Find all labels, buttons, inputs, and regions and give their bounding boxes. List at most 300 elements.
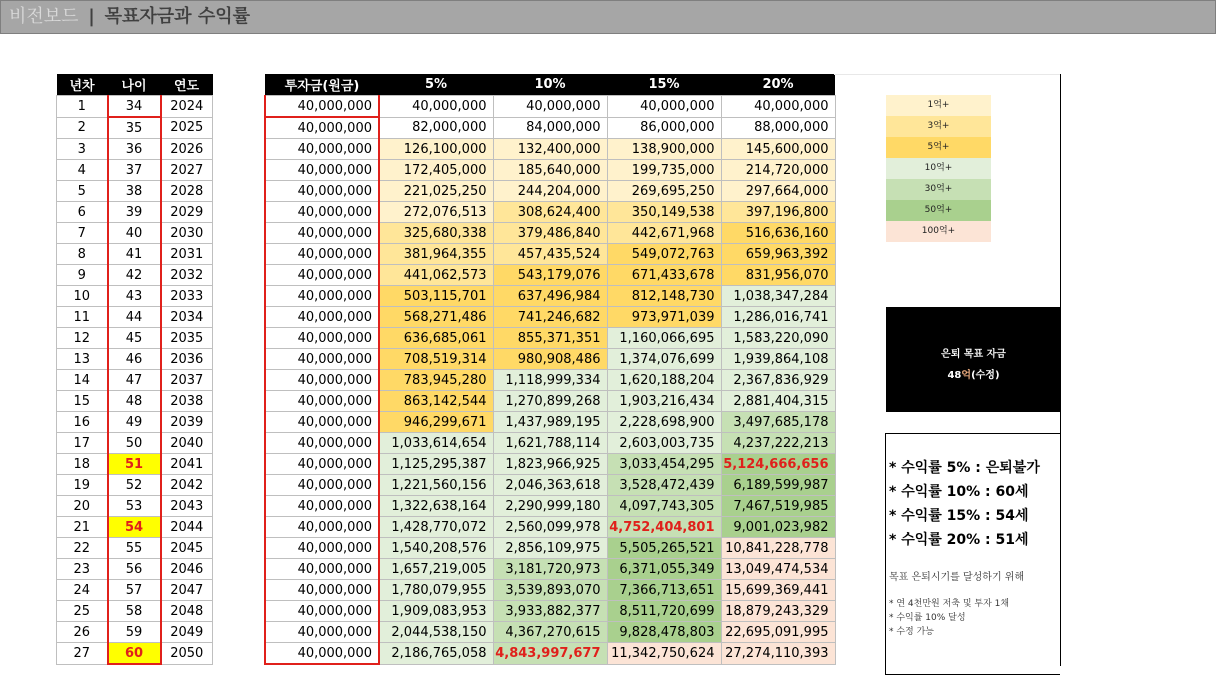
age-table xyxy=(56,74,213,665)
table-row xyxy=(265,412,835,433)
cell-value-r10[interactable]: 1,118,999,334 xyxy=(493,370,607,391)
cell-value-r5[interactable]: 636,685,061 xyxy=(379,328,493,349)
cell-value-r10[interactable]: 855,371,351 xyxy=(493,328,607,349)
title-separator: | xyxy=(88,6,95,27)
cell-age[interactable]: 46 xyxy=(108,349,161,370)
cell-year[interactable]: 2024 xyxy=(161,96,213,118)
cell-year-count[interactable]: 25 xyxy=(57,601,108,622)
table-row xyxy=(57,96,213,118)
cell-age[interactable]: 55 xyxy=(108,538,161,559)
cell-principal[interactable]: 40,000,000 xyxy=(265,370,379,391)
sheet-border-top xyxy=(834,74,1061,75)
cell-value-r5[interactable]: 568,271,486 xyxy=(379,307,493,328)
cell-age[interactable]: 52 xyxy=(108,475,161,496)
cell-value-r10[interactable]: 980,908,486 xyxy=(493,349,607,370)
cell-value-r10[interactable]: 2,290,999,180 xyxy=(493,496,607,517)
title-main: 목표자금과 수익률 xyxy=(104,6,250,27)
cell-year[interactable]: 2039 xyxy=(161,412,213,433)
cell-principal[interactable]: 40,000,000 xyxy=(265,328,379,349)
table-row xyxy=(265,538,835,559)
legend-item: 50억+ xyxy=(886,200,991,221)
table-row xyxy=(265,96,835,118)
cell-principal[interactable]: 40,000,000 xyxy=(265,349,379,370)
cell-value-r20[interactable]: 2,881,404,315 xyxy=(721,391,835,412)
table-row xyxy=(265,181,835,202)
cell-value-r20[interactable]: 1,583,220,090 xyxy=(721,328,835,349)
header-rate-20[interactable]: 20% xyxy=(721,74,835,96)
cell-value-r5[interactable]: 2,044,538,150 xyxy=(379,622,493,643)
cell-value-r10[interactable]: 1,270,899,268 xyxy=(493,391,607,412)
cell-age[interactable]: 49 xyxy=(108,412,161,433)
cell-principal[interactable]: 40,000,000 xyxy=(265,96,379,118)
cell-value-r5[interactable]: 708,519,314 xyxy=(379,349,493,370)
table-row xyxy=(57,139,213,160)
header-age[interactable]: 나이 xyxy=(108,74,161,96)
cell-value-r15[interactable]: 2,228,698,900 xyxy=(607,412,721,433)
cell-age[interactable]: 37 xyxy=(108,160,161,181)
cell-age[interactable]: 35 xyxy=(108,117,161,139)
cell-age[interactable]: 36 xyxy=(108,139,161,160)
table-row xyxy=(57,475,213,496)
retirement-goal-box[interactable] xyxy=(886,307,1061,412)
cell-value-r5[interactable]: 1,540,208,576 xyxy=(379,538,493,559)
cell-year-count[interactable]: 3 xyxy=(57,139,108,160)
table-row xyxy=(57,181,213,202)
cell-value-r20[interactable]: 10,841,228,778 xyxy=(721,538,835,559)
cell-value-r5[interactable]: 503,115,701 xyxy=(379,286,493,307)
cell-principal[interactable]: 40,000,000 xyxy=(265,454,379,475)
cell-value-r5[interactable]: 863,142,544 xyxy=(379,391,493,412)
cell-principal[interactable]: 40,000,000 xyxy=(265,580,379,601)
cell-year[interactable]: 2028 xyxy=(161,181,213,202)
cell-year[interactable]: 2035 xyxy=(161,328,213,349)
cell-value-r20[interactable]: 13,049,474,534 xyxy=(721,559,835,580)
header-year[interactable]: 연도 xyxy=(161,74,213,96)
table-row xyxy=(265,244,835,265)
cell-principal[interactable]: 40,000,000 xyxy=(265,265,379,286)
table-row xyxy=(265,223,835,244)
cell-year[interactable]: 2026 xyxy=(161,139,213,160)
cell-age[interactable]: 60 xyxy=(108,643,161,665)
cell-value-r15[interactable]: 7,366,713,651 xyxy=(607,580,721,601)
cell-value-r5[interactable]: 2,186,765,058 xyxy=(379,643,493,665)
cell-principal[interactable]: 40,000,000 xyxy=(265,307,379,328)
table-row xyxy=(265,370,835,391)
cell-principal[interactable]: 40,000,000 xyxy=(265,412,379,433)
table-row xyxy=(57,160,213,181)
cell-value-r5[interactable]: 172,405,000 xyxy=(379,160,493,181)
table-row xyxy=(57,244,213,265)
legend-item: 100억+ xyxy=(886,221,991,242)
cell-value-r15[interactable]: 549,072,763 xyxy=(607,244,721,265)
goal-amount-suffix: (수정) xyxy=(971,370,1000,381)
cell-year[interactable]: 2043 xyxy=(161,496,213,517)
table-row xyxy=(57,622,213,643)
cell-value-r10[interactable]: 40,000,000 xyxy=(493,96,607,118)
cell-value-r20[interactable]: 3,497,685,178 xyxy=(721,412,835,433)
cell-value-r15[interactable]: 1,620,188,204 xyxy=(607,370,721,391)
cell-value-r10[interactable]: 244,204,000 xyxy=(493,181,607,202)
cell-principal[interactable]: 40,000,000 xyxy=(265,496,379,517)
cell-value-r15[interactable]: 1,903,216,434 xyxy=(607,391,721,412)
cell-year-count[interactable]: 20 xyxy=(57,496,108,517)
cell-value-r15[interactable]: 11,342,750,624 xyxy=(607,643,721,665)
cell-value-r15[interactable]: 138,900,000 xyxy=(607,139,721,160)
table-row xyxy=(265,328,835,349)
cell-value-r10[interactable]: 132,400,000 xyxy=(493,139,607,160)
cell-value-r5[interactable]: 82,000,000 xyxy=(379,117,493,139)
cell-value-r15[interactable]: 8,511,720,699 xyxy=(607,601,721,622)
cell-value-r5[interactable]: 1,033,614,654 xyxy=(379,433,493,454)
cell-age[interactable]: 51 xyxy=(108,454,161,475)
cell-year[interactable]: 2034 xyxy=(161,307,213,328)
cell-value-r15[interactable]: 9,828,478,803 xyxy=(607,622,721,643)
cell-year-count[interactable]: 13 xyxy=(57,349,108,370)
header-rate-10[interactable]: 10% xyxy=(493,74,607,96)
note-rate-15: * 수익률 15% : 54세 xyxy=(889,508,1029,524)
cell-age[interactable]: 38 xyxy=(108,181,161,202)
cell-value-r5[interactable]: 1,909,083,953 xyxy=(379,601,493,622)
table-row xyxy=(265,496,835,517)
cell-principal[interactable]: 40,000,000 xyxy=(265,475,379,496)
cell-value-r5[interactable]: 946,299,671 xyxy=(379,412,493,433)
cell-value-r20[interactable]: 4,237,222,213 xyxy=(721,433,835,454)
table-row xyxy=(57,433,213,454)
cell-value-r5[interactable]: 783,945,280 xyxy=(379,370,493,391)
goal-amount xyxy=(886,366,1061,381)
cell-value-r20[interactable]: 1,038,347,284 xyxy=(721,286,835,307)
cell-value-r5[interactable]: 1,428,770,072 xyxy=(379,517,493,538)
cell-value-r20[interactable]: 831,956,070 xyxy=(721,265,835,286)
cell-value-r10[interactable]: 2,856,109,975 xyxy=(493,538,607,559)
cell-value-r15[interactable]: 2,603,003,735 xyxy=(607,433,721,454)
cell-value-r10[interactable]: 308,624,400 xyxy=(493,202,607,223)
cell-value-r10[interactable]: 4,367,270,615 xyxy=(493,622,607,643)
table-row xyxy=(57,117,213,139)
table-row xyxy=(265,117,835,139)
table-row xyxy=(265,307,835,328)
table-row xyxy=(57,538,213,559)
table-row xyxy=(57,643,213,665)
cell-age[interactable]: 42 xyxy=(108,265,161,286)
cell-age[interactable]: 48 xyxy=(108,391,161,412)
cell-principal[interactable]: 40,000,000 xyxy=(265,538,379,559)
cell-principal[interactable]: 40,000,000 xyxy=(265,433,379,454)
cell-value-r10[interactable]: 3,181,720,973 xyxy=(493,559,607,580)
cell-principal[interactable]: 40,000,000 xyxy=(265,643,379,665)
cell-age[interactable]: 39 xyxy=(108,202,161,223)
cell-value-r15[interactable]: 199,735,000 xyxy=(607,160,721,181)
table-row xyxy=(57,307,213,328)
cell-year[interactable]: 2037 xyxy=(161,370,213,391)
cell-principal[interactable]: 40,000,000 xyxy=(265,160,379,181)
cell-age[interactable]: 47 xyxy=(108,370,161,391)
cell-value-r10[interactable]: 741,246,682 xyxy=(493,307,607,328)
note-subtitle: 목표 은퇴시기를 달성하기 위해 xyxy=(889,572,1025,583)
header-year-count[interactable]: 년차 xyxy=(57,74,108,96)
table-row xyxy=(57,454,213,475)
cell-value-r20[interactable]: 40,000,000 xyxy=(721,96,835,118)
note-rate-5: * 수익률 5% : 은퇴불가 xyxy=(889,460,1040,476)
table-row xyxy=(265,202,835,223)
color-legend xyxy=(886,95,991,242)
table-row xyxy=(265,286,835,307)
cell-value-r10[interactable]: 185,640,000 xyxy=(493,160,607,181)
cell-value-r10[interactable]: 2,560,099,978 xyxy=(493,517,607,538)
cell-principal[interactable]: 40,000,000 xyxy=(265,244,379,265)
header-rate-15[interactable]: 15% xyxy=(607,74,721,96)
cell-year[interactable]: 2031 xyxy=(161,244,213,265)
cell-value-r10[interactable]: 637,496,984 xyxy=(493,286,607,307)
cell-value-r15[interactable]: 3,033,454,295 xyxy=(607,454,721,475)
cell-principal[interactable]: 40,000,000 xyxy=(265,601,379,622)
cell-value-r5[interactable]: 40,000,000 xyxy=(379,96,493,118)
table-row xyxy=(265,517,835,538)
cell-value-r5[interactable]: 221,025,250 xyxy=(379,181,493,202)
cell-principal[interactable]: 40,000,000 xyxy=(265,181,379,202)
cell-age[interactable]: 41 xyxy=(108,244,161,265)
cell-value-r15[interactable]: 269,695,250 xyxy=(607,181,721,202)
cell-year[interactable]: 2038 xyxy=(161,391,213,412)
cell-value-r15[interactable]: 3,528,472,439 xyxy=(607,475,721,496)
cell-year-count[interactable]: 7 xyxy=(57,223,108,244)
cell-year-count[interactable]: 4 xyxy=(57,160,108,181)
cell-year[interactable]: 2050 xyxy=(161,643,213,665)
cell-principal[interactable]: 40,000,000 xyxy=(265,622,379,643)
cell-year-count[interactable]: 21 xyxy=(57,517,108,538)
cell-principal[interactable]: 40,000,000 xyxy=(265,202,379,223)
table-row xyxy=(57,391,213,412)
cell-value-r15[interactable]: 350,149,538 xyxy=(607,202,721,223)
cell-age[interactable]: 59 xyxy=(108,622,161,643)
cell-principal[interactable]: 40,000,000 xyxy=(265,559,379,580)
cell-value-r20[interactable]: 1,939,864,108 xyxy=(721,349,835,370)
table-row xyxy=(265,139,835,160)
table-row xyxy=(265,454,835,475)
cell-year-count[interactable]: 1 xyxy=(57,96,108,118)
cell-value-r5[interactable]: 1,221,560,156 xyxy=(379,475,493,496)
cell-year[interactable]: 2041 xyxy=(161,454,213,475)
table-row xyxy=(265,559,835,580)
cell-year[interactable]: 2044 xyxy=(161,517,213,538)
cell-value-r20[interactable]: 397,196,800 xyxy=(721,202,835,223)
cell-value-r20[interactable]: 15,699,369,441 xyxy=(721,580,835,601)
cell-value-r20[interactable]: 145,600,000 xyxy=(721,139,835,160)
cell-year[interactable]: 2036 xyxy=(161,349,213,370)
table-row xyxy=(57,328,213,349)
cell-year-count[interactable]: 15 xyxy=(57,391,108,412)
table-row xyxy=(57,223,213,244)
cell-value-r5[interactable]: 272,076,513 xyxy=(379,202,493,223)
cell-age[interactable]: 53 xyxy=(108,496,161,517)
cell-year-count[interactable]: 8 xyxy=(57,244,108,265)
legend-item: 1억+ xyxy=(886,95,991,116)
table-row xyxy=(57,559,213,580)
table-row xyxy=(265,622,835,643)
note-item: * 수정 가능 xyxy=(889,627,934,637)
cell-value-r10[interactable]: 84,000,000 xyxy=(493,117,607,139)
cell-value-r15[interactable]: 442,671,968 xyxy=(607,223,721,244)
cell-year[interactable]: 2048 xyxy=(161,601,213,622)
cell-value-r5[interactable]: 325,680,338 xyxy=(379,223,493,244)
cell-value-r15[interactable]: 671,433,678 xyxy=(607,265,721,286)
cell-value-r20[interactable]: 2,367,836,929 xyxy=(721,370,835,391)
cell-value-r15[interactable]: 973,971,039 xyxy=(607,307,721,328)
cell-age[interactable]: 43 xyxy=(108,286,161,307)
cell-value-r15[interactable]: 1,160,066,695 xyxy=(607,328,721,349)
cell-age[interactable]: 34 xyxy=(108,96,161,118)
cell-value-r15[interactable]: 40,000,000 xyxy=(607,96,721,118)
cell-year-count[interactable]: 6 xyxy=(57,202,108,223)
table-row xyxy=(57,412,213,433)
table-row xyxy=(265,349,835,370)
cell-principal[interactable]: 40,000,000 xyxy=(265,223,379,244)
cell-year-count[interactable]: 17 xyxy=(57,433,108,454)
notes-box xyxy=(885,433,1060,675)
cell-value-r20[interactable]: 18,879,243,329 xyxy=(721,601,835,622)
goal-label: 은퇴 목표 자금 xyxy=(941,349,1006,360)
cell-value-r5[interactable]: 1,657,219,005 xyxy=(379,559,493,580)
cell-year-count[interactable]: 18 xyxy=(57,454,108,475)
cell-value-r15[interactable]: 6,371,055,349 xyxy=(607,559,721,580)
cell-value-r20[interactable]: 6,189,599,987 xyxy=(721,475,835,496)
cell-year[interactable]: 2030 xyxy=(161,223,213,244)
cell-value-r15[interactable]: 5,505,265,521 xyxy=(607,538,721,559)
table-row xyxy=(265,643,835,665)
legend-item: 10억+ xyxy=(886,158,991,179)
cell-year[interactable]: 2029 xyxy=(161,202,213,223)
cell-age[interactable]: 40 xyxy=(108,223,161,244)
cell-value-r10[interactable]: 379,486,840 xyxy=(493,223,607,244)
note-item: * 연 4천만원 저축 및 투자 1채 xyxy=(889,599,1010,609)
cell-value-r5[interactable]: 126,100,000 xyxy=(379,139,493,160)
cell-year[interactable]: 2032 xyxy=(161,265,213,286)
cell-year[interactable]: 2047 xyxy=(161,580,213,601)
cell-value-r15[interactable]: 86,000,000 xyxy=(607,117,721,139)
cell-year-count[interactable]: 10 xyxy=(57,286,108,307)
table-row xyxy=(57,601,213,622)
cell-value-r5[interactable]: 1,780,079,955 xyxy=(379,580,493,601)
cell-value-r20[interactable]: 9,001,023,982 xyxy=(721,517,835,538)
cell-age[interactable]: 44 xyxy=(108,307,161,328)
cell-value-r15[interactable]: 812,148,730 xyxy=(607,286,721,307)
header-principal[interactable]: 투자금(원금) xyxy=(265,74,379,96)
cell-value-r20[interactable]: 1,286,016,741 xyxy=(721,307,835,328)
cell-value-r20[interactable]: 659,963,392 xyxy=(721,244,835,265)
cell-year-count[interactable]: 9 xyxy=(57,265,108,286)
table-row xyxy=(57,265,213,286)
cell-value-r10[interactable]: 4,843,997,677 xyxy=(493,643,607,665)
table-row xyxy=(57,580,213,601)
cell-value-r10[interactable]: 1,621,788,114 xyxy=(493,433,607,454)
cell-value-r10[interactable]: 3,539,893,070 xyxy=(493,580,607,601)
cell-principal[interactable]: 40,000,000 xyxy=(265,139,379,160)
cell-value-r20[interactable]: 88,000,000 xyxy=(721,117,835,139)
cell-principal[interactable]: 40,000,000 xyxy=(265,517,379,538)
cell-age[interactable]: 45 xyxy=(108,328,161,349)
cell-age[interactable]: 58 xyxy=(108,601,161,622)
table-row xyxy=(265,265,835,286)
cell-age[interactable]: 54 xyxy=(108,517,161,538)
cell-value-r15[interactable]: 1,374,076,699 xyxy=(607,349,721,370)
table-row xyxy=(57,370,213,391)
cell-year[interactable]: 2046 xyxy=(161,559,213,580)
cell-value-r20[interactable]: 22,695,091,995 xyxy=(721,622,835,643)
cell-year[interactable]: 2040 xyxy=(161,433,213,454)
cell-value-r10[interactable]: 3,933,882,377 xyxy=(493,601,607,622)
cell-principal[interactable]: 40,000,000 xyxy=(265,117,379,139)
legend-item: 30억+ xyxy=(886,179,991,200)
cell-value-r5[interactable]: 381,964,355 xyxy=(379,244,493,265)
table-row xyxy=(57,202,213,223)
cell-year-count[interactable]: 14 xyxy=(57,370,108,391)
cell-principal[interactable]: 40,000,000 xyxy=(265,286,379,307)
cell-age[interactable]: 56 xyxy=(108,559,161,580)
cell-principal[interactable]: 40,000,000 xyxy=(265,391,379,412)
table-row xyxy=(57,286,213,307)
cell-value-r15[interactable]: 4,097,743,305 xyxy=(607,496,721,517)
cell-value-r20[interactable]: 5,124,666,656 xyxy=(721,454,835,475)
page-title xyxy=(9,6,250,28)
cell-year[interactable]: 2033 xyxy=(161,286,213,307)
table-row xyxy=(57,496,213,517)
cell-value-r5[interactable]: 441,062,573 xyxy=(379,265,493,286)
cell-value-r20[interactable]: 7,467,519,985 xyxy=(721,496,835,517)
cell-value-r10[interactable]: 543,179,076 xyxy=(493,265,607,286)
cell-value-r20[interactable]: 214,720,000 xyxy=(721,160,835,181)
cell-year-count[interactable]: 19 xyxy=(57,475,108,496)
cell-year[interactable]: 2042 xyxy=(161,475,213,496)
cell-value-r5[interactable]: 1,322,638,164 xyxy=(379,496,493,517)
cell-year-count[interactable]: 24 xyxy=(57,580,108,601)
cell-year-count[interactable]: 11 xyxy=(57,307,108,328)
cell-year-count[interactable]: 16 xyxy=(57,412,108,433)
cell-year-count[interactable]: 12 xyxy=(57,328,108,349)
legend-item: 3억+ xyxy=(886,116,991,137)
cell-year[interactable]: 2025 xyxy=(161,117,213,139)
cell-value-r10[interactable]: 457,435,524 xyxy=(493,244,607,265)
cell-year-count[interactable]: 23 xyxy=(57,559,108,580)
cell-year-count[interactable]: 2 xyxy=(57,117,108,139)
cell-year[interactable]: 2027 xyxy=(161,160,213,181)
cell-value-r5[interactable]: 1,125,295,387 xyxy=(379,454,493,475)
returns-table xyxy=(264,74,836,665)
cell-value-r15[interactable]: 4,752,404,801 xyxy=(607,517,721,538)
table-row xyxy=(265,391,835,412)
note-rate-20: * 수익률 20% : 51세 xyxy=(889,532,1029,548)
cell-value-r20[interactable]: 297,664,000 xyxy=(721,181,835,202)
cell-value-r20[interactable]: 27,274,110,393 xyxy=(721,643,835,665)
cell-value-r10[interactable]: 2,046,363,618 xyxy=(493,475,607,496)
cell-year-count[interactable]: 5 xyxy=(57,181,108,202)
table-row xyxy=(265,580,835,601)
cell-year[interactable]: 2049 xyxy=(161,622,213,643)
table-row xyxy=(265,475,835,496)
cell-value-r10[interactable]: 1,823,966,925 xyxy=(493,454,607,475)
cell-year-count[interactable]: 27 xyxy=(57,643,108,665)
cell-year[interactable]: 2045 xyxy=(161,538,213,559)
table-row xyxy=(265,433,835,454)
cell-age[interactable]: 57 xyxy=(108,580,161,601)
cell-age[interactable]: 50 xyxy=(108,433,161,454)
cell-year-count[interactable]: 22 xyxy=(57,538,108,559)
goal-amount-unit: 억 xyxy=(961,370,972,381)
cell-year-count[interactable]: 26 xyxy=(57,622,108,643)
cell-value-r20[interactable]: 516,636,160 xyxy=(721,223,835,244)
header-rate-5[interactable]: 5% xyxy=(379,74,493,96)
table-row xyxy=(57,517,213,538)
cell-value-r10[interactable]: 1,437,989,195 xyxy=(493,412,607,433)
